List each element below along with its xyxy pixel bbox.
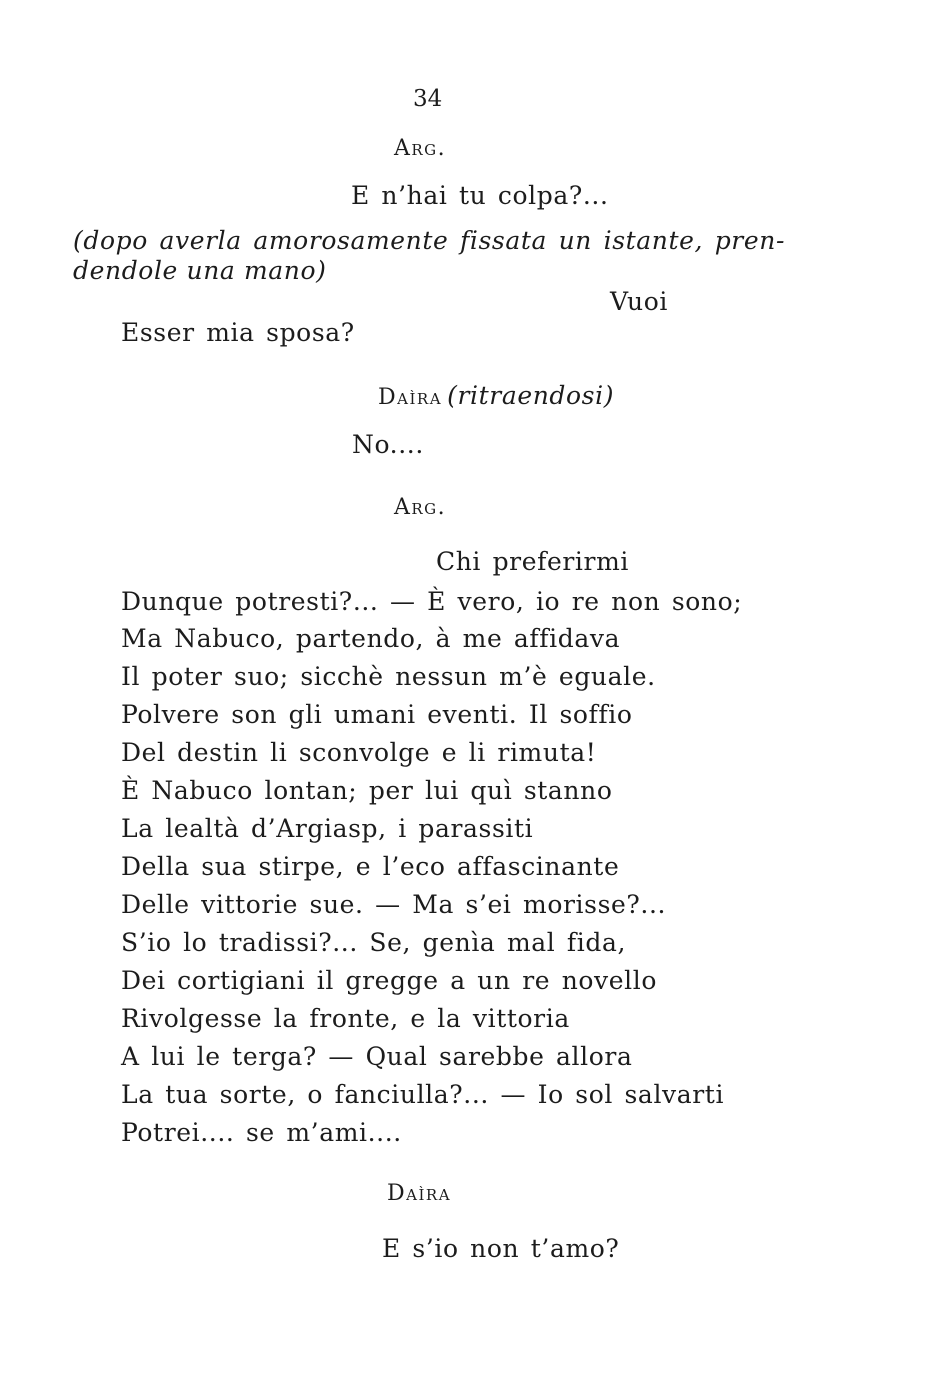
verse-line: Delle vittorie sue. — Ma s’ei morisse?... [121,890,667,919]
verse-line: Vuoi [610,287,669,316]
verse-line: S’io lo tradissi?... Se, genìa mal fida, [121,928,627,957]
stage-direction: (ritraendosi) [447,381,615,410]
verse-line: La tua sorte, o fanciulla?... — Io sol salvarti [121,1080,725,1109]
page-number: 34 [413,86,443,112]
verse-line: Polvere son gli umani eventi. Il soffio [121,700,633,729]
verse-line: E s’io non t’amo? [382,1234,620,1263]
verse-line: Della sua stirpe, e l’eco affascinante [121,852,620,881]
verse-line: Chi preferirmi [436,547,629,576]
verse-line: Del destin li sconvolge e li rimuta! [121,738,597,767]
speaker-daira: Daìra [378,385,443,410]
verse-line: Il poter suo; sicchè nessun m’è eguale. [121,662,656,691]
verse-line: Rivolgesse la fronte, e la vittoria [121,1004,570,1033]
verse-line: È Nabuco lontan; per lui quì stanno [121,776,613,805]
verse-line: No.... [352,430,424,459]
verse-line: Potrei.... se m’ami.... [121,1118,402,1147]
stage-direction: dendole una mano) [73,256,327,285]
verse-line: Ma Nabuco, partendo, à me affidava [121,624,621,653]
stage-direction: (dopo averla amorosamente fissata un istante, pren- [73,226,785,255]
verse-line: La lealtà d’Argiasp, i parassiti [121,814,534,843]
verse-line: A lui le terga? — Qual sarebbe allora [121,1042,633,1071]
verse-line: Esser mia sposa? [121,318,355,347]
verse-line: E n’hai tu colpa?... [351,181,609,210]
speaker-daira: Daìra [387,1181,452,1206]
verse-line: Dunque potresti?... — È vero, io re non sono; [121,587,743,616]
speaker-argiasp: Arg. [394,136,447,161]
verse-line: Dei cortigiani il gregge a un re novello [121,966,658,995]
speaker-argiasp: Arg. [394,495,447,520]
speaker-heading-daira [378,383,614,409]
